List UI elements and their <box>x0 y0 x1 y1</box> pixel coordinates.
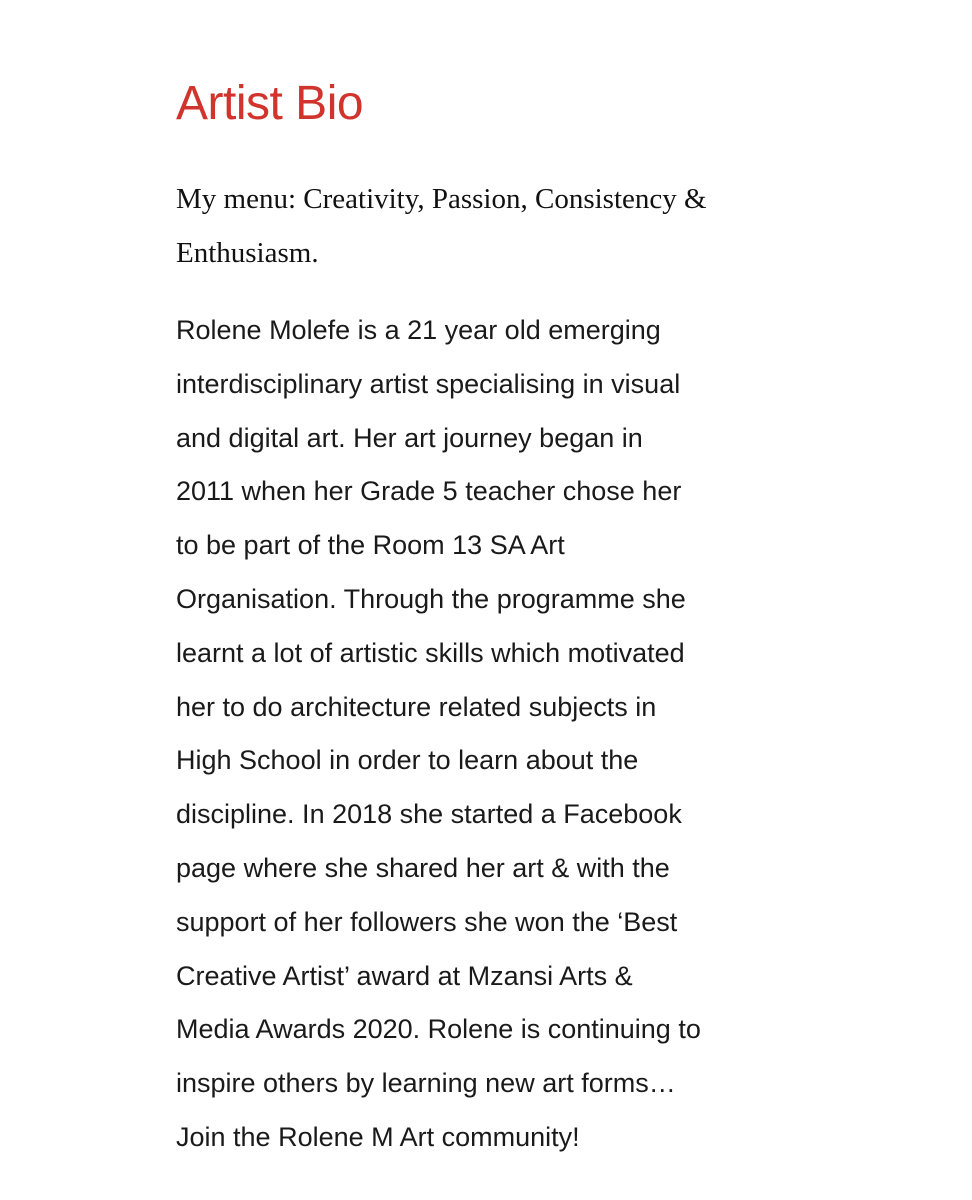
bio-line: 2011 when her Grade 5 teacher chose her <box>176 476 682 507</box>
bio-line: Join the Rolene M Art community! <box>176 1121 580 1152</box>
bio-line: support of her followers she won the ‘Best <box>176 906 678 937</box>
bio-line: interdisciplinary artist specialising in visual <box>176 368 681 399</box>
bio-line: Rolene Molefe is a 21 year old emerging <box>176 315 661 345</box>
tagline <box>176 172 776 280</box>
bio-paragraph <box>176 304 776 1165</box>
tagline-line: My menu: Creativity, Passion, Consistency & <box>176 183 707 215</box>
bio-line: discipline. In 2018 she started a Facebook <box>176 799 682 830</box>
bio-line: Organisation. Through the programme she <box>176 583 686 614</box>
bio-line: inspire others by learning new art forms… <box>176 1068 676 1099</box>
page-title: Artist Bio <box>176 77 364 130</box>
bio-line: High School in order to learn about the <box>176 745 639 776</box>
tagline-line: Enthusiasm. <box>176 237 319 269</box>
bio-section <box>176 74 776 1165</box>
bio-line: Media Awards 2020. Rolene is continuing to <box>176 1014 701 1045</box>
bio-line: to be part of the Room 13 SA Art <box>176 530 565 561</box>
bio-line: page where she shared her art & with the <box>176 852 670 883</box>
bio-line: and digital art. Her art journey began in <box>176 422 643 453</box>
bio-line: her to do architecture related subjects in <box>176 691 657 722</box>
bio-line: Creative Artist’ award at Mzansi Arts & <box>176 960 633 991</box>
bio-line: learnt a lot of artistic skills which motivated <box>176 637 685 668</box>
